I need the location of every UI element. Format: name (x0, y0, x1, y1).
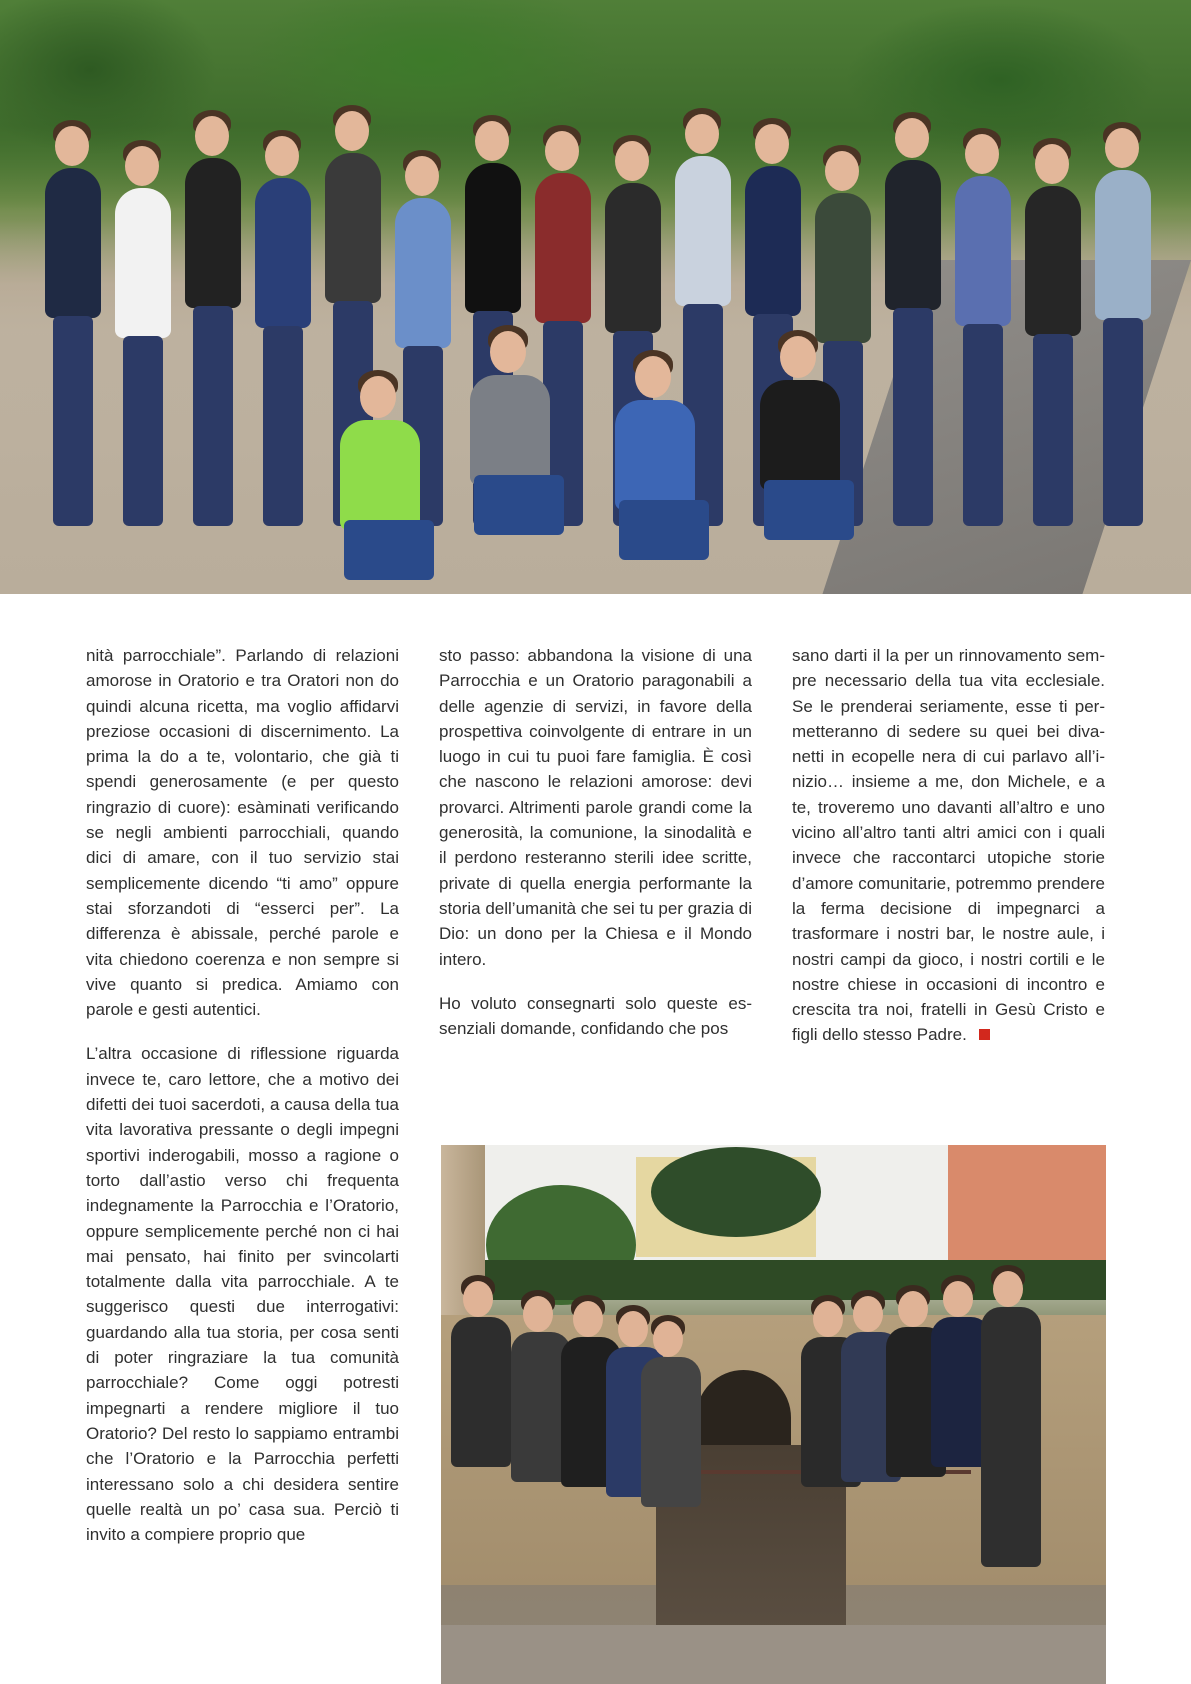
paragraph: L’altra occasione di riflessione riguarda invece te, caro lettore, che a motivo dei difetti dei tuoi sacerdoti, a causa della tua vita lavorativa pressante o degli impegni sportivi inderogabili, mosso a ragione o torto dall’astio verso chi frequenta indegnamente la Parrocchia e l’Oratorio, oppure semplicemente perché non ci hai mai pensato, hai finito per svincolarti totalmente dalla vita parrocchiale. A te suggerisco questi due interrogativi: guardando alla tua storia, per cosa senti di poter ringraziare la tua comunità parrocchiale? Come oggi potresti impegnarti a rendere migliore il tuo Oratorio? Del resto lo sappiamo entrambi che l’Oratorio e la Parrocchia perfetti interessano solo a chi desidera sentire quelle realtà un po’ casa sua. Perciò ti invito a compiere proprio que (86, 1044, 399, 1545)
text-column-3 (792, 643, 1105, 1067)
paragraph: nità parrocchiale”. Parlando di relazioni amorose in Oratorio e tra Oratori non do quindi alcuna ricetta, ma voglio affidarvi preziose occasioni di discernimento. La prima la do a te, volontario, che già ti spendi generosamente (e per questo ringrazio di cuore): esàminati verificando se negli ambienti parrocchiali, quando dici di amare, con il tuo servizio stai semplicemente dicendo “ti amo” oppure stai sforzandoti di “esserci per”. La differenza è abissale, perché parole e vita chiedono coerenza e non sempre si vive quanto si predica. Amiamo con parole e gesti autentici. (86, 646, 399, 1020)
end-of-article-mark (979, 1029, 990, 1040)
paragraph: Ho voluto consegnarti solo queste essenziali domande, confidando che pos (439, 993, 752, 1039)
group-of-people (0, 0, 1191, 594)
bottom-photo (441, 1145, 1106, 1684)
tree (651, 1147, 821, 1237)
text-column-1 (86, 643, 399, 1566)
path (441, 1625, 1106, 1684)
paragraph: sto passo: abbandona la visione di una Parrocchia e un Oratorio paragonabili a delle agenzie di servizi, in favore della prospettiva coinvolgente di entrare in un luogo in cui tu puoi fare famiglia. È così che nascono le relazioni amorose: devi provarci. Altrimenti parole grandi come la generosità, la comunione, la sinodalità e il perdono resteranno sterili idee scritte, private di quella energia performante la storia dell’umanità che sei tu per grazia di Dio: un dono per la Chiesa e il Mondo intero. (439, 646, 752, 969)
paragraph (792, 643, 1105, 1048)
building (948, 1145, 1106, 1260)
paragraph-text: sano darti il la per un rinnovamento sempre necessario della tua vita ecclesiale. Se le prenderai seriamente, esse ti permetteranno di sedere su quei bei divanetti in ecopelle nera di cui parlavo all’inizio… insieme a me, don Michele, e a te, troveremo uno davanti all’altro e uno vicino all’altro tanti altri amici con i quali invece che raccontarci utopiche storie d’amore comunitarie, potremmo prendere la ferma decisione di impegnarci a trasformare i nostri bar, le nostre aule, i nostri campi da gioco, i nostri cortili e le nostre chiese in occasioni di incontro e crescita tra noi, fratelli in Gesù Cristo e figli dello stesso Padre. (792, 646, 1105, 1045)
top-photo (0, 0, 1191, 594)
text-column-2 (439, 643, 752, 1060)
